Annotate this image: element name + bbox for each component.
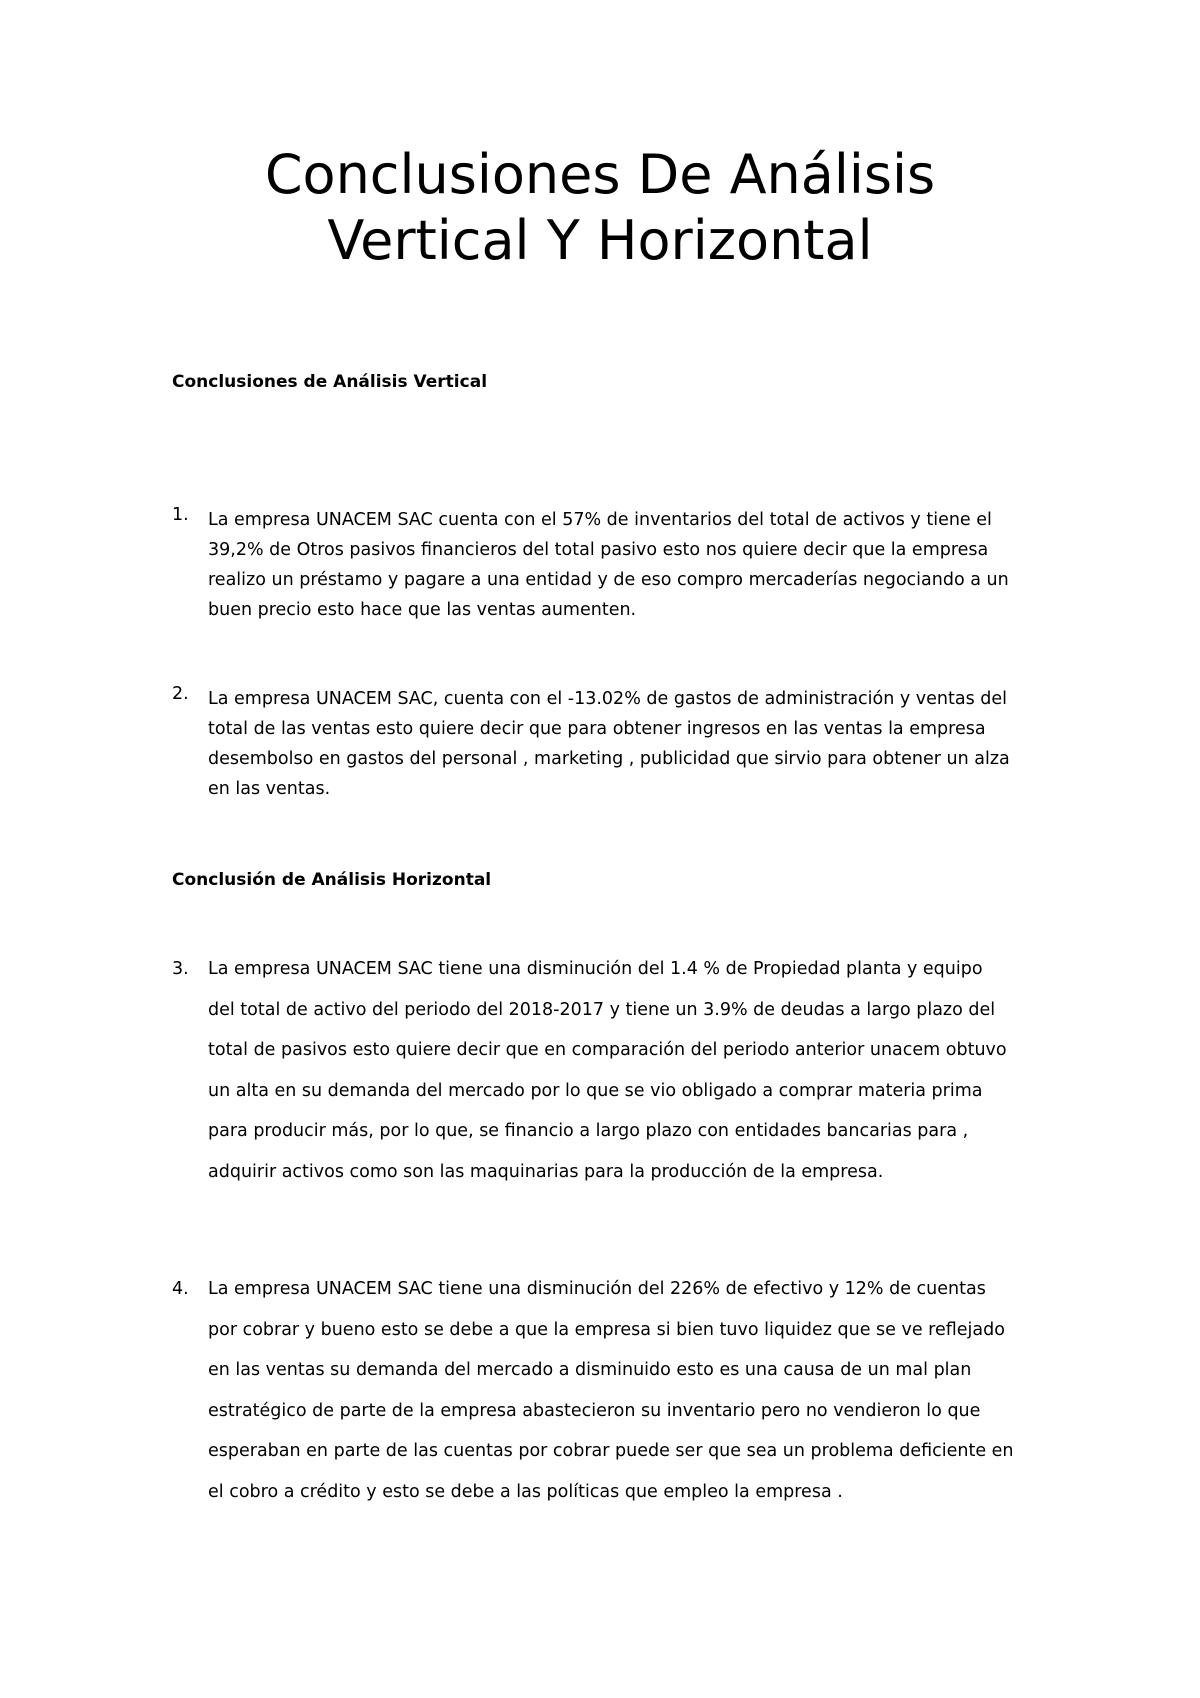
- paragraph-line: realizo un préstamo y pagare a una entidad y de eso compro mercaderías negociando a un: [208, 570, 1009, 590]
- conclusion-item-3: [172, 949, 1052, 1192]
- paragraph-line: el cobro a crédito y esto se debe a las políticas que empleo la empresa .: [208, 1481, 843, 1502]
- conclusion-item-1: [172, 505, 1052, 625]
- conclusion-item-4: [172, 1269, 1052, 1512]
- paragraph-line: total de pasivos esto quiere decir que en comparación del periodo anterior unacem obtuvo: [208, 1040, 1007, 1060]
- paragraph-line: un alta en su demanda del mercado por lo que se vio obligado a comprar materia prima: [208, 1080, 983, 1101]
- paragraph-line: 39,2% de Otros pasivos financieros del total pasivo esto nos quiere decir que la empresa: [208, 540, 989, 560]
- paragraph-line: en las ventas su demanda del mercado a disminuido esto es una causa de un mal plan: [208, 1360, 972, 1380]
- paragraph-line: estratégico de parte de la empresa abastecieron su inventario pero no vendieron lo que: [208, 1400, 981, 1421]
- section-heading-vertical: Conclusiones de Análisis Vertical: [172, 372, 488, 392]
- paragraph-line: para producir más, por lo que, se financio a largo plazo con entidades bancarias para ,: [208, 1121, 969, 1141]
- document-title: [0, 142, 1200, 274]
- paragraph-line: por cobrar y bueno esto se debe a que la empresa si bien tuvo liquidez que se ve reflejado: [208, 1319, 1005, 1340]
- paragraph-line: adquirir activos como son las maquinarias para la producción de la empresa.: [208, 1161, 884, 1182]
- paragraph-line: desembolso en gastos del personal , marketing , publicidad que sirvio para obtener un alza: [208, 749, 1010, 769]
- section-heading-horizontal: Conclusión de Análisis Horizontal: [172, 870, 492, 890]
- document-title-line-1: Conclusiones De Análisis: [264, 143, 936, 206]
- list-number: 2.: [172, 684, 189, 704]
- paragraph-line: La empresa UNACEM SAC tiene una disminución del 226% de efectivo y 12% de cuentas: [208, 1279, 986, 1299]
- list-number: 1.: [172, 505, 189, 525]
- paragraph-line: del total de activo del periodo del 2018-2017 y tiene un 3.9% de deudas a largo plazo del: [208, 999, 996, 1020]
- paragraph-line: La empresa UNACEM SAC cuenta con el 57% de inventarios del total de activos y tiene el: [208, 510, 992, 530]
- document-title-line-2: Vertical Y Horizontal: [327, 209, 873, 272]
- paragraph-line: La empresa UNACEM SAC, cuenta con el -13.02% de gastos de administración y ventas del: [208, 689, 1008, 709]
- paragraph-line: total de las ventas esto quiere decir que para obtener ingresos en las ventas la empresa: [208, 719, 986, 739]
- paragraph-line: La empresa UNACEM SAC tiene una disminución del 1.4 % de Propiedad planta y equipo: [208, 959, 983, 979]
- paragraph-line: esperaban en parte de las cuentas por cobrar puede ser que sea un problema deficiente en: [208, 1441, 1014, 1461]
- list-number: 3.: [172, 959, 189, 979]
- paragraph-line: en las ventas.: [208, 779, 331, 799]
- conclusion-item-2: [172, 684, 1052, 804]
- paragraph-line: buen precio esto hace que las ventas aumenten.: [208, 600, 637, 620]
- list-number: 4.: [172, 1279, 189, 1299]
